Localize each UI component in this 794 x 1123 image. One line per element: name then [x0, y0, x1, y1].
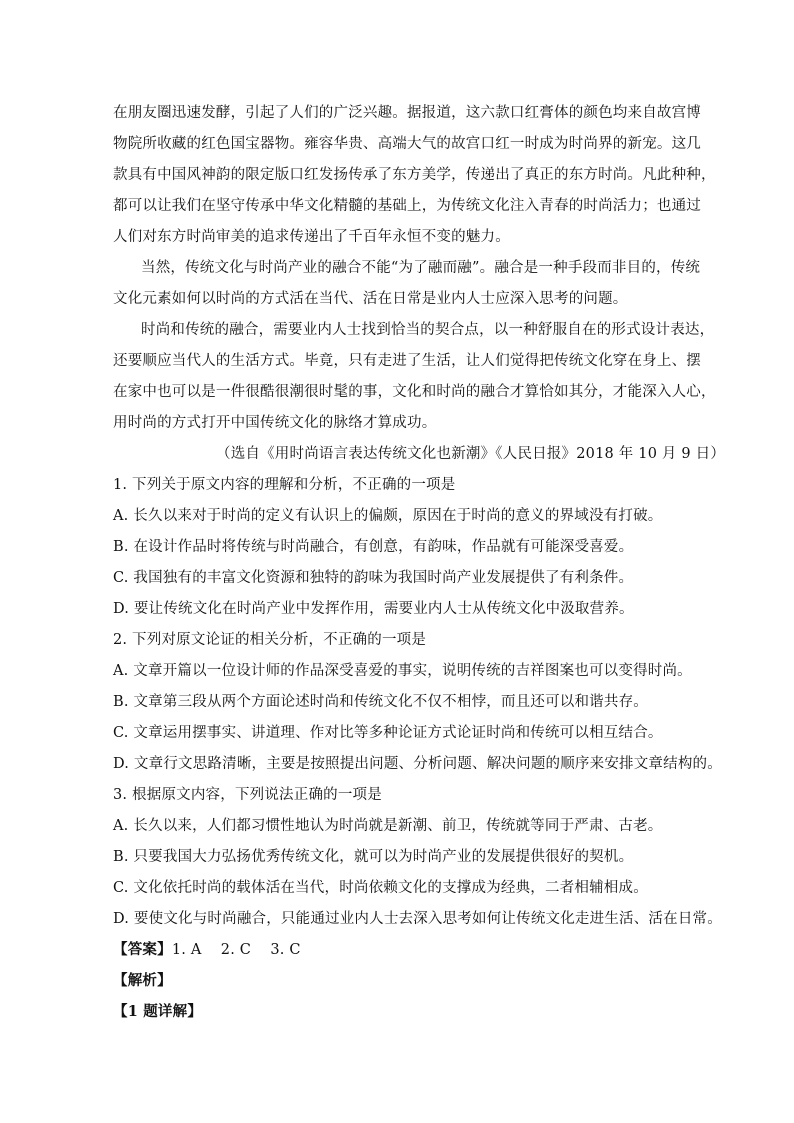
question-stem: 2. 下列对原文论证的相关分析，不正确的一项是 — [113, 632, 427, 648]
question-stem: 1. 下列关于原文内容的理解和分析，不正确的一项是 — [113, 477, 456, 493]
question-option: A. 文章开篇以一位设计师的作品深受喜爱的事实，说明传统的吉祥图案也可以变得时尚。 — [113, 663, 692, 679]
question-option: B. 在设计作品时将传统与时尚融合，有创意，有韵味，作品就有可能深受喜爱。 — [113, 539, 634, 555]
answer-label: 【答案】 — [113, 941, 172, 958]
question-option: A. 长久以来对于时尚的定义有认识上的偏颇，原因在于时尚的意义的界域没有打破。 — [113, 508, 663, 524]
passage-line: 在家中也可以是一件很酷很潮很时髦的事，文化和时尚的融合才算恰如其分，才能深入人心， — [113, 384, 716, 400]
question-option: D. 要使文化与时尚融合，只能通过业内人士去深入思考如何让传统文化走进生活、活在日常。 — [113, 911, 722, 927]
passage-line: 在朋友圈迅速发酵，引起了人们的广泛兴趣。据报道，这六款口红膏体的颜色均来自故宫博 — [113, 105, 701, 121]
passage-line: 人们对东方时尚审美的追求传递出了千百年永恒不变的魅力。 — [113, 229, 510, 245]
passage-line: 时尚和传统的融合，需要业内人士找到恰当的契合点，以一种舒服自在的形式设计表达， — [141, 322, 715, 338]
passage-line: 款具有中国风神韵的限定版口红发扬传承了东方美学，传递出了真正的东方时尚。凡此种种， — [113, 167, 716, 183]
question-option: C. 我国独有的丰富文化资源和独特的韵味为我国时尚产业发展提供了有利条件。 — [113, 570, 634, 586]
answer-text: 1. A 2. C 3. C — [171, 942, 301, 958]
passage-line: 当然，传统文化与时尚产业的融合不能“为了融而融”。融合是一种手段而非目的，传统 — [141, 260, 701, 276]
passage-line: 用时尚的方式打开中国传统文化的脉络才算成功。 — [113, 415, 437, 431]
question-stem: 3. 根据原文内容，下列说法正确的一项是 — [113, 787, 382, 803]
passage-line: 还要顺应当代人的生活方式。毕竟，只有走进了生活，让人们觉得把传统文化穿在身上、摆 — [113, 353, 701, 369]
passage-source: （选自《用时尚语言表达传统文化也新潮》《人民日报》2018 年 10 月 9 日） — [216, 446, 726, 462]
detail-label: 【1 题详解】 — [113, 1003, 203, 1020]
passage-line: 物院所收藏的红色国宝器物。雍容华贵、高端大气的故宫口红一时成为时尚界的新宠。这几 — [113, 136, 701, 152]
passage-line: 文化元素如何以时尚的方式活在当代、活在日常是业内人士应深入思考的问题。 — [113, 291, 628, 307]
question-option: C. 文化依托时尚的载体活在当代，时尚依赖文化的支撑成为经典，二者相辅相成。 — [113, 880, 648, 896]
passage-line: 都可以让我们在坚守传承中华文化精髓的基础上，为传统文化注入青春的时尚活力；也通过 — [113, 198, 701, 214]
question-option: A. 长久以来，人们都习惯性地认为时尚就是新潮、前卫，传统就等同于严肃、古老。 — [113, 818, 663, 834]
analysis-label: 【解析】 — [113, 972, 172, 989]
question-option: B. 文章第三段从两个方面论述时尚和传统文化不仅不相悖，而且还可以和谐共存。 — [113, 694, 648, 710]
question-option: B. 只要我国大力弘扬优秀传统文化，就可以为时尚产业的发展提供很好的契机。 — [113, 849, 634, 865]
question-option: C. 文章运用摆事实、讲道理、作对比等多种论证方式论证时尚和传统可以相互结合。 — [113, 725, 663, 741]
question-option: D. 文章行文思路清晰，主要是按照提出问题、分析问题、解决问题的顺序来安排文章结构的。 — [113, 756, 722, 772]
answer-line — [113, 940, 301, 960]
question-option: D. 要让传统文化在时尚产业中发挥作用，需要业内人士从传统文化中汲取营养。 — [113, 601, 634, 617]
